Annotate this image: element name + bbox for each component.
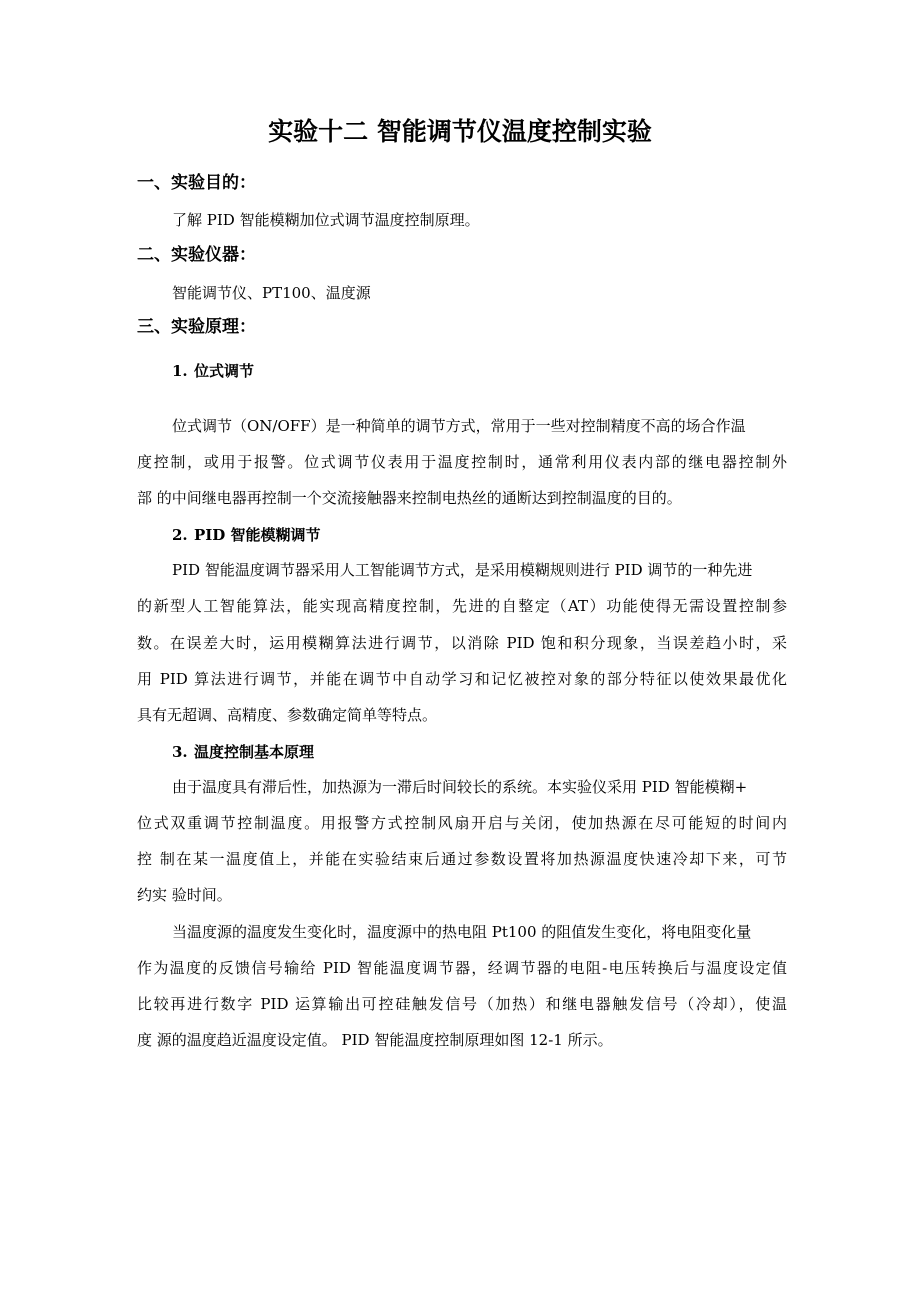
paragraph-line: 用 PID 算法进行调节，并能在调节中自动学习和记忆被控对象的部分特征以使效果最优化 [137, 670, 787, 688]
paragraph-line: 具有无超调、高精度、参数确定简单等特点。 [137, 706, 438, 724]
subheading-number: 1. [172, 362, 188, 380]
subheading-title: 位式调节 [194, 362, 255, 380]
subheading-onoff [172, 358, 254, 384]
paragraph-line: 位式调节（ON/OFF）是一种简单的调节方式，常用于一些对控制精度不高的场合作温 [172, 417, 746, 435]
subheading-temp-control [172, 739, 314, 765]
paragraph-line: 约实 验时间。 [137, 886, 232, 904]
paragraph-line: 作为温度的反馈信号输给 PID 智能温度调节器，经调节器的电阻-电压转换后与温度设定值 [137, 959, 787, 977]
paragraph-line: 比较再进行数字 PID 运算输出可控硅触发信号（加热）和继电器触发信号（冷却），使温 [137, 995, 787, 1013]
section-heading-purpose: 一、实验目的： [137, 173, 256, 193]
paragraph-line: 控 制在某一温度值上，并能在实验结束后通过参数设置将加热源温度快速冷却下来，可节 [137, 850, 787, 868]
page-title: 实验十二 智能调节仪温度控制实验 [268, 117, 652, 146]
subheading-pid-fuzzy [172, 522, 321, 548]
paragraph-line: 度 源的温度趋近温度设定值。 PID 智能温度控制原理如图 12-1 所示。 [137, 1031, 613, 1049]
paragraph-line: 数。在误差大时，运用模糊算法进行调节，以消除 PID 饱和积分现象，当误差趋小时，采 [137, 634, 787, 652]
subheading-title: 温度控制基本原理 [194, 743, 315, 761]
paragraph-line: 位式双重调节控制温度。用报警方式控制风扇开启与关闭，使加热源在尽可能短的时间内 [137, 814, 787, 832]
subheading-number: 2. [172, 526, 188, 544]
paragraph-line: 部 的中间继电器再控制一个交流接触器来控制电热丝的通断达到控制温度的目的。 [137, 489, 682, 507]
paragraph-line: 度控制，或用于报警。位式调节仪表用于温度控制时，通常利用仪表内部的继电器控制外 [137, 453, 787, 471]
paragraph-line: PID 智能温度调节器采用人工智能调节方式，是采用模糊规则进行 PID 调节的一种先进 [172, 561, 753, 579]
purpose-text: 了解 PID 智能模糊加位式调节温度控制原理。 [172, 211, 480, 229]
paragraph-line: 的新型人工智能算法，能实现高精度控制，先进的自整定（AT）功能使得无需设置控制参 [137, 597, 787, 615]
section-heading-instruments: 二、实验仪器： [137, 245, 256, 265]
paragraph-line: 当温度源的温度发生变化时，温度源中的热电阻 Pt100 的阻值发生变化，将电阻变化量 [172, 923, 752, 941]
instruments-text: 智能调节仪、PT100、温度源 [172, 284, 371, 302]
subheading-title: PID 智能模糊调节 [194, 526, 321, 544]
subheading-number: 3. [172, 743, 188, 761]
section-heading-principle: 三、实验原理： [137, 317, 256, 337]
paragraph-line: 由于温度具有滞后性，加热源为一滞后时间较长的系统。本实验仪采用 PID 智能模糊+ [172, 778, 748, 796]
